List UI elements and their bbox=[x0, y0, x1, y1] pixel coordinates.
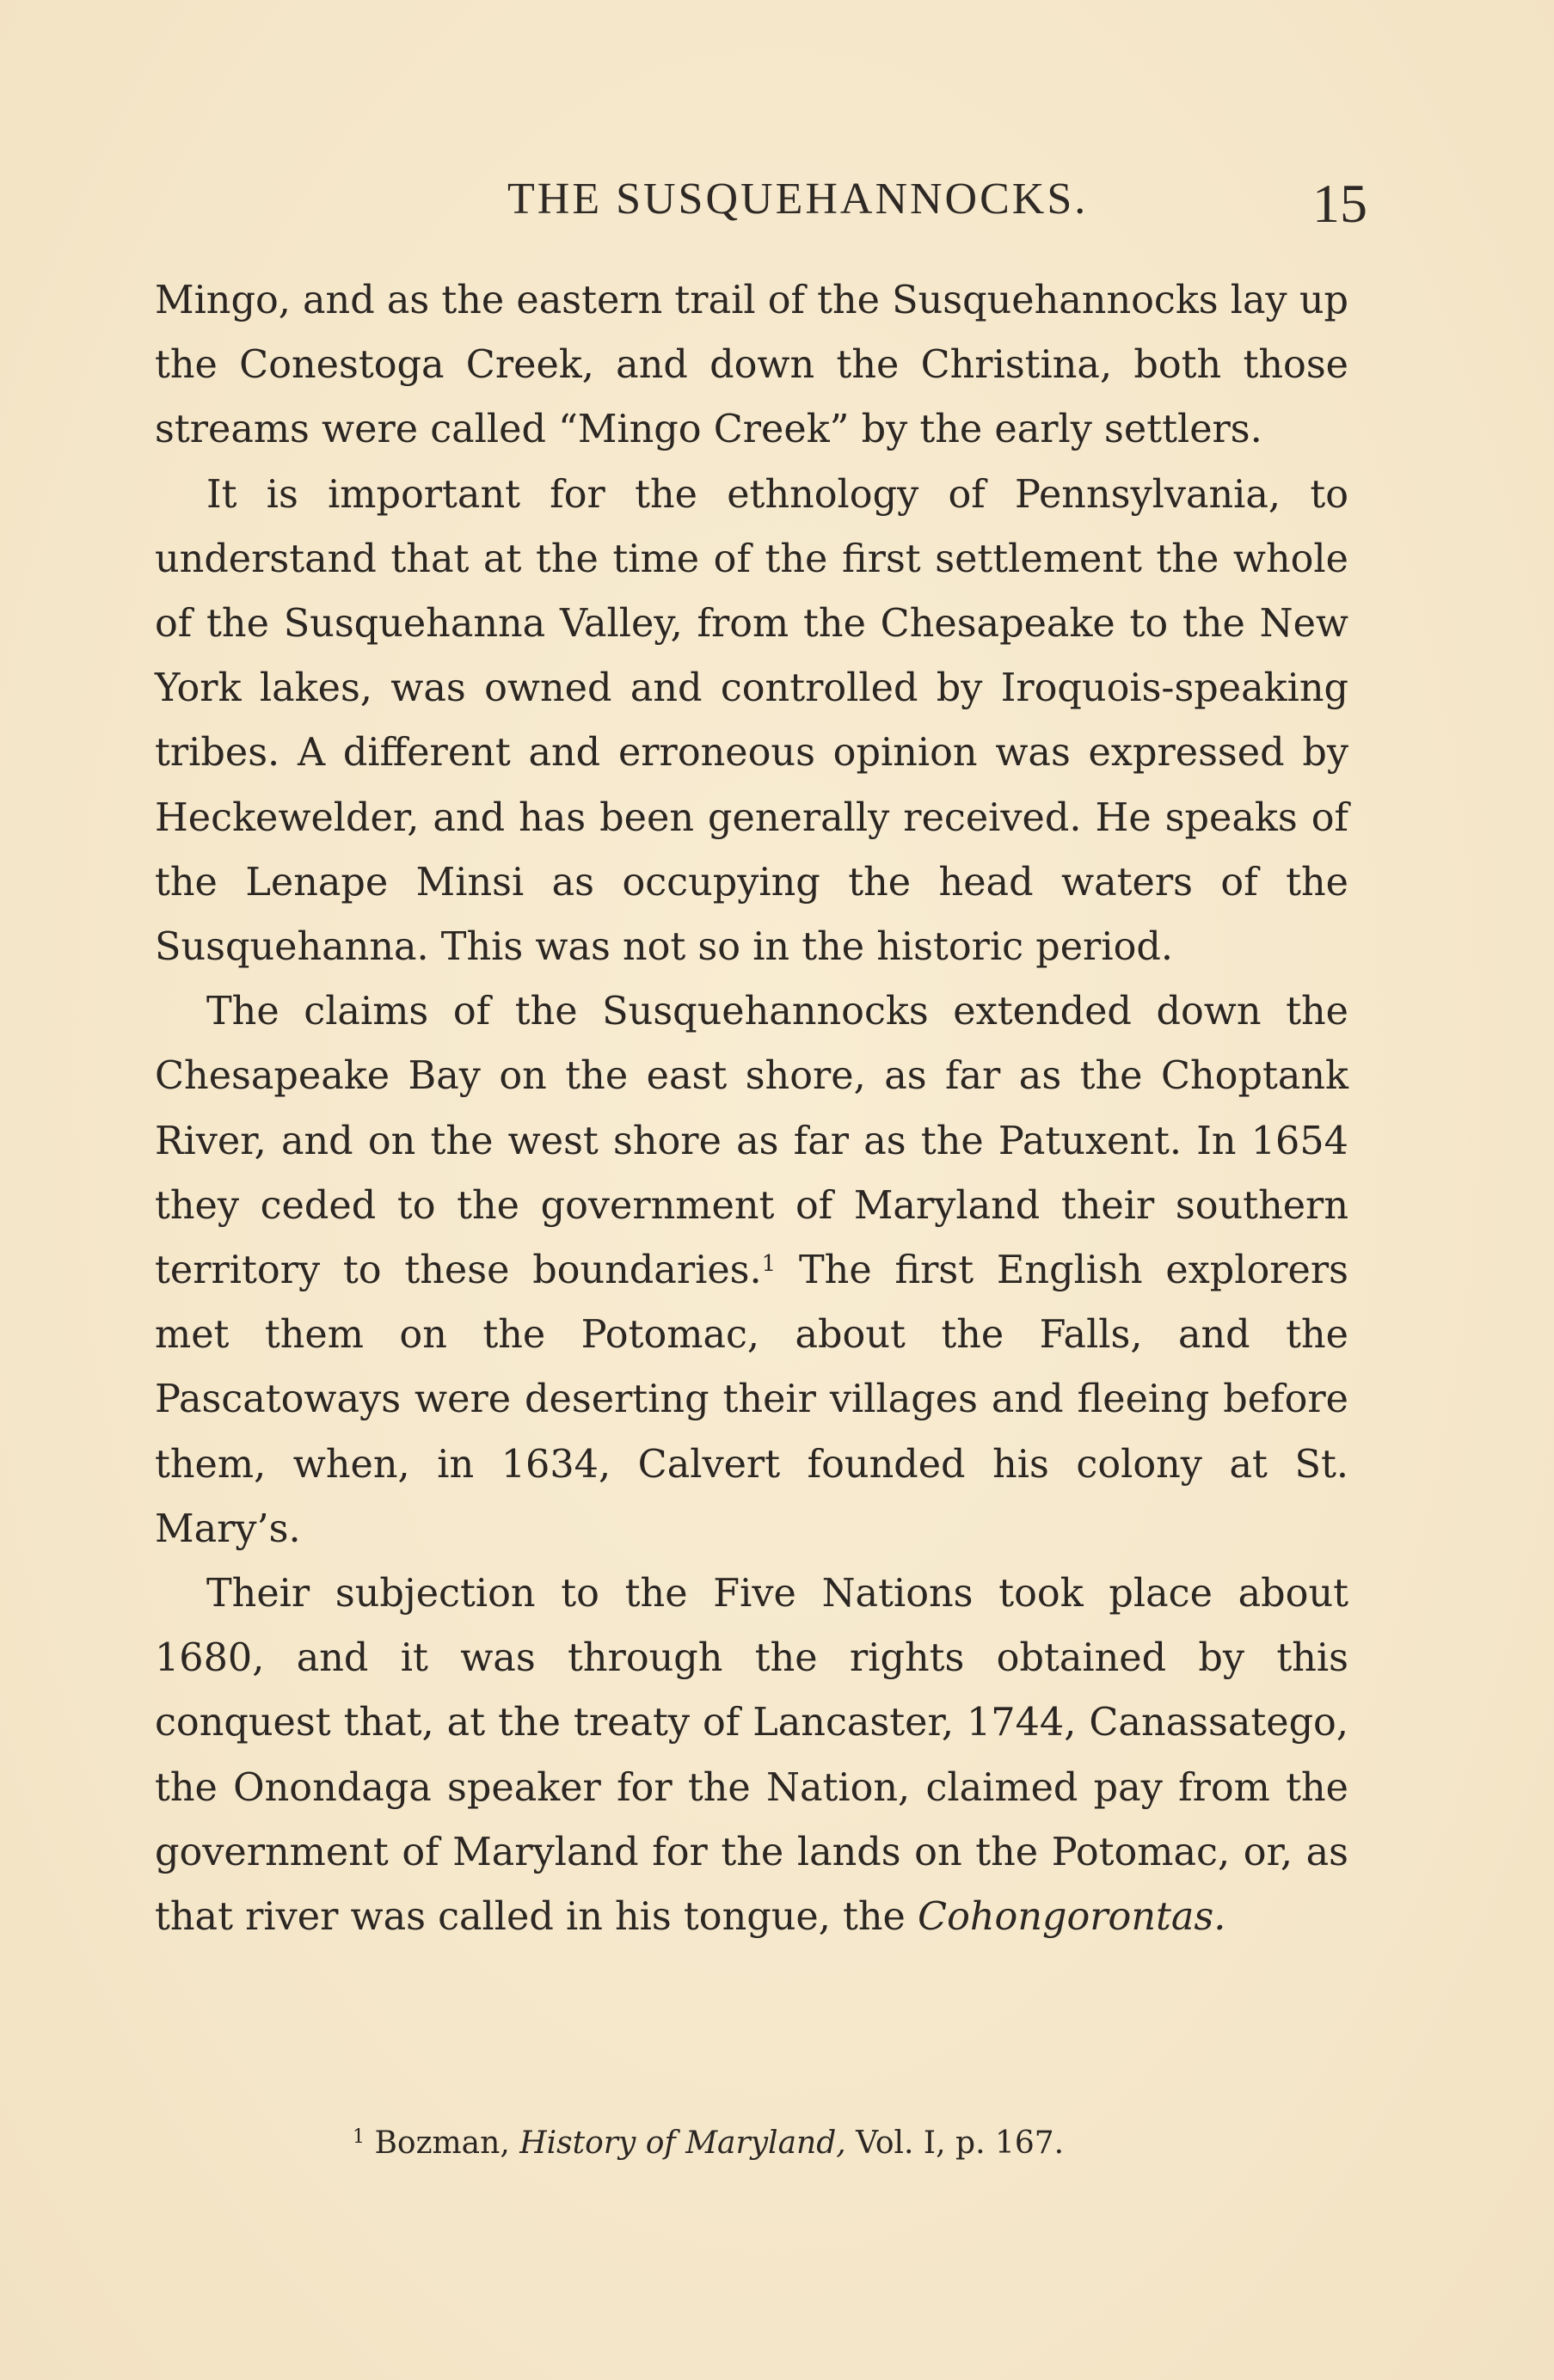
page-number: 15 bbox=[1312, 173, 1367, 234]
footnote bbox=[155, 2122, 1367, 2165]
paragraph-3-text-start: The claims of the Susquehannocks extended down the Chesapeake Bay on the east shore, as far as the Choptank River, and on the west shore as far as the Patuxent. In 1654 they ceded to the government of Maryland their southern territory to these boundaries. bbox=[155, 990, 1348, 1293]
paragraph-2-text: It is important for the ethnology of Pennsylvania, to understand that at the time of the first settlement the whole of the Susquehanna Valley, from the Chesapeake to the New York lakes, was owned and controlled by Iroquois-speaking tribes. A different and erroneous opinion was expressed by Heckewelder, and has been generally received. He speaks of the Lenape Minsi as occupying the head waters of the Susquehanna. This was not so in the historic period. bbox=[155, 472, 1348, 970]
paragraph-3-text-end: The first English explorers met them on the Potomac, about the Falls, and the Pascatoways were deserting their villages and fleeing before them, when, in 1634, Calvert founded his colony at St. Mary’s. bbox=[155, 1248, 1348, 1551]
footnote-author: Bozman, bbox=[374, 2125, 520, 2161]
paragraph-2 bbox=[155, 463, 1348, 980]
footnote-reference[interactable]: 1 bbox=[761, 1251, 777, 1278]
footnote-citation: Vol. I, p. 167. bbox=[845, 2125, 1065, 2161]
paragraph-1-text: Mingo, and as the eastern trail of the Susquehannocks lay up the Conestoga Creek, and down the Christina, both those streams were called “Mingo Creek” by the early settlers. bbox=[155, 279, 1348, 452]
footnote-mark: 1 bbox=[353, 2126, 365, 2148]
paragraph-1 bbox=[155, 268, 1348, 463]
paragraph-4-italic-term: Cohongorontas. bbox=[918, 1895, 1226, 1940]
page-header bbox=[155, 172, 1367, 241]
paragraph-4-text: Their subjection to the Five Nations took place about 1680, and it was through the rights obtained by this conquest that, at the treaty of Lancaster, 1744, Canassatego, the Onondaga speaker for the Nation, claimed pay from the government of Maryland for the lands on the Potomac, or, as that river was called in his tongue, the bbox=[155, 1572, 1348, 1940]
body-text bbox=[155, 268, 1348, 1949]
footnote-title: History of Maryland, bbox=[519, 2125, 846, 2161]
paragraph-3 bbox=[155, 979, 1348, 1561]
running-head: THE SUSQUEHANNOCKS. bbox=[507, 175, 1089, 224]
paragraph-4 bbox=[155, 1561, 1348, 1949]
